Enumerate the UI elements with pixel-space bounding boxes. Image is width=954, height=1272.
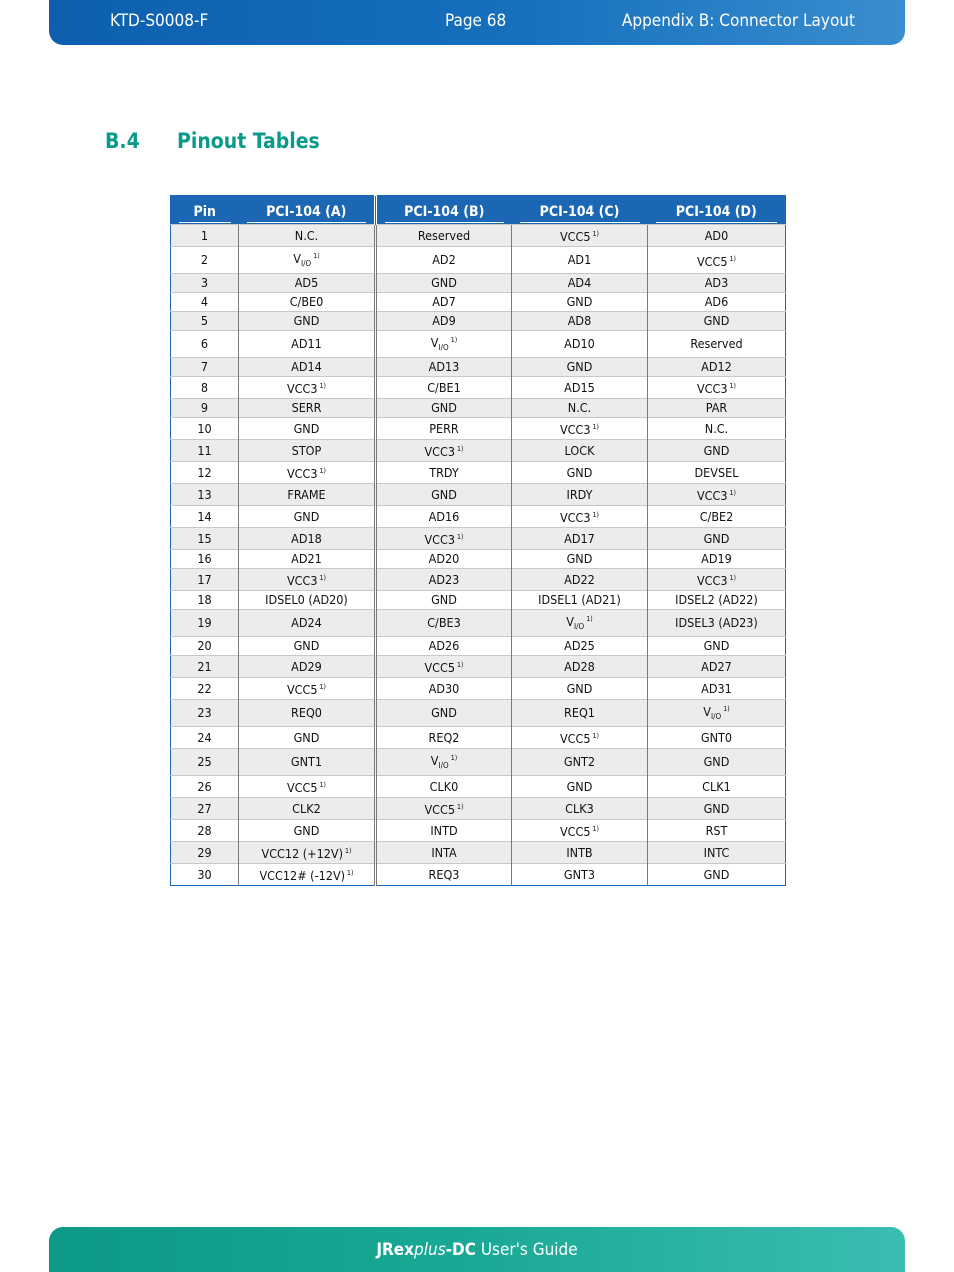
brand-suffix: -DC	[445, 1240, 476, 1260]
signal-cell: IDSEL1 (AD21)	[512, 591, 648, 610]
signal-cell: AD20	[376, 550, 512, 569]
signal-cell: GNT2	[512, 749, 648, 776]
table-row	[171, 637, 786, 656]
signal-cell: AD17	[512, 528, 648, 550]
signal-cell: IRDY	[512, 484, 648, 506]
signal-cell: INTB	[512, 842, 648, 864]
signal-cell: VCC3 $^{1)}$	[239, 569, 376, 591]
signal-cell: LOCK	[512, 440, 648, 462]
signal-cell: AD31	[648, 678, 786, 700]
page-header	[49, 0, 905, 45]
table-row	[171, 358, 786, 377]
signal-cell: Reserved	[376, 225, 512, 247]
signal-cell: IDSEL3 (AD23)	[648, 610, 786, 637]
signal-cell: VCC5 $^{1)}$	[376, 798, 512, 820]
signal-cell: GND	[512, 550, 648, 569]
table-row	[171, 225, 786, 247]
signal-cell: $V_{I/O}^{1)}$	[648, 700, 786, 727]
signal-cell: AD19	[648, 550, 786, 569]
signal-cell: TRDY	[376, 462, 512, 484]
footnote-marker: 1)	[592, 511, 600, 519]
signal-cell: VCC3 $^{1)}$	[648, 377, 786, 399]
signal-cell: STOP	[239, 440, 376, 462]
table-row	[171, 569, 786, 591]
section-title: Pinout Tables	[177, 129, 320, 153]
footnote-marker: 1)	[457, 445, 464, 453]
brand-plus: plus	[414, 1240, 446, 1260]
pin-number-cell: 12	[171, 462, 239, 484]
signal-cell: AD7	[376, 293, 512, 312]
signal-cell: AD22	[512, 569, 648, 591]
signal-cell: INTA	[376, 842, 512, 864]
column-header-b: PCI-104 (B)	[376, 196, 512, 225]
table-row	[171, 864, 786, 886]
pin-number-cell: 13	[171, 484, 239, 506]
signal-cell: $V_{I/O}^{1)}$	[512, 610, 648, 637]
signal-cell: GND	[648, 637, 786, 656]
pin-number-cell: 10	[171, 418, 239, 440]
table-row	[171, 293, 786, 312]
footnote-marker: 1)	[319, 574, 327, 582]
column-header-c: PCI-104 (C)	[512, 196, 648, 225]
signal-cell: VCC5 $^{1)}$	[512, 820, 648, 842]
signal-cell: AD15	[512, 377, 648, 399]
table-row	[171, 418, 786, 440]
signal-cell: VCC3 $^{1)}$	[512, 506, 648, 528]
signal-cell: GND	[239, 820, 376, 842]
signal-cell: $V_{I/O}^{1)}$	[376, 331, 512, 358]
table-row	[171, 462, 786, 484]
signal-cell: GND	[512, 358, 648, 377]
signal-cell: VCC3 $^{1)}$	[648, 569, 786, 591]
pinout-table-body	[171, 225, 786, 886]
signal-cell: RST	[648, 820, 786, 842]
pin-number-cell: 30	[171, 864, 239, 886]
signal-cell: VCC5 $^{1)}$	[239, 678, 376, 700]
signal-cell: REQ0	[239, 700, 376, 727]
column-header-a: PCI-104 (A)	[239, 196, 376, 225]
signal-cell: PAR	[648, 399, 786, 418]
signal-cell: GND	[376, 274, 512, 293]
footer-title	[49, 1240, 905, 1260]
signal-cell: IDSEL2 (AD22)	[648, 591, 786, 610]
signal-cell: AD11	[239, 331, 376, 358]
pin-number-cell: 23	[171, 700, 239, 727]
pin-number-cell: 24	[171, 727, 239, 749]
signal-cell: GND	[239, 312, 376, 331]
guide-label: User's Guide	[475, 1240, 578, 1260]
signal-cell: CLK3	[512, 798, 648, 820]
signal-cell: VCC5 $^{1)}$	[239, 776, 376, 798]
pin-number-cell: 6	[171, 331, 239, 358]
footnote-marker: 1)	[729, 254, 737, 263]
signal-cell: REQ1	[512, 700, 648, 727]
signal-cell: GNT3	[512, 864, 648, 886]
footnote-marker: 1)	[586, 615, 593, 623]
signal-cell: VCC3 $^{1)}$	[239, 377, 376, 399]
signal-cell: GND	[239, 506, 376, 528]
signal-cell: GND	[648, 749, 786, 776]
signal-cell: INTC	[648, 842, 786, 864]
signal-cell: GND	[648, 798, 786, 820]
table-row	[171, 776, 786, 798]
footnote-marker: 1)	[592, 423, 600, 431]
footnote-marker: 1)	[457, 803, 464, 811]
footnote-marker: 1)	[319, 683, 327, 691]
signal-cell: PERR	[376, 418, 512, 440]
pinout-table	[170, 195, 786, 886]
pin-number-cell: 18	[171, 591, 239, 610]
table-row	[171, 440, 786, 462]
signal-cell: VCC12# (-12V) $^{1)}$	[239, 864, 376, 886]
footnote-marker: 1)	[313, 252, 320, 260]
signal-cell: REQ2	[376, 727, 512, 749]
footnote-marker: 1)	[723, 705, 730, 713]
signal-cell: AD23	[376, 569, 512, 591]
section-heading	[105, 129, 320, 153]
pin-number-cell: 15	[171, 528, 239, 550]
table-row	[171, 528, 786, 550]
footnote-marker: 1)	[319, 382, 327, 390]
table-row	[171, 312, 786, 331]
table-row	[171, 656, 786, 678]
signal-cell: AD27	[648, 656, 786, 678]
pin-number-cell: 22	[171, 678, 239, 700]
footnote-marker: 1)	[592, 230, 600, 238]
table-row	[171, 550, 786, 569]
signal-cell: GND	[512, 776, 648, 798]
pin-number-cell: 5	[171, 312, 239, 331]
footnote-marker: 1)	[729, 574, 737, 582]
footnote-marker: 1)	[592, 825, 600, 833]
footnote-marker: 1)	[457, 661, 464, 669]
footnote-marker: 1)	[345, 847, 352, 855]
signal-cell: AD16	[376, 506, 512, 528]
signal-cell: GND	[239, 727, 376, 749]
signal-cell: DEVSEL	[648, 462, 786, 484]
signal-cell: VCC3 $^{1)}$	[376, 528, 512, 550]
pin-number-cell: 17	[171, 569, 239, 591]
signal-cell: AD28	[512, 656, 648, 678]
pin-number-cell: 21	[171, 656, 239, 678]
page-footer	[49, 1227, 905, 1272]
signal-cell: GND	[376, 700, 512, 727]
signal-cell: AD25	[512, 637, 648, 656]
signal-cell: Reserved	[648, 331, 786, 358]
pin-number-cell: 16	[171, 550, 239, 569]
signal-cell: CLK0	[376, 776, 512, 798]
pin-number-cell: 9	[171, 399, 239, 418]
signal-cell: GND	[512, 678, 648, 700]
signal-cell: GND	[376, 484, 512, 506]
chapter-title: Appendix B: Connector Layout	[621, 11, 855, 31]
footnote-marker: 1)	[729, 382, 737, 390]
pin-number-cell: 1	[171, 225, 239, 247]
signal-cell: VCC5 $^{1)}$	[512, 727, 648, 749]
signal-cell: CLK1	[648, 776, 786, 798]
signal-cell: AD14	[239, 358, 376, 377]
table-row	[171, 247, 786, 274]
pin-number-cell: 3	[171, 274, 239, 293]
signal-cell: C/BE3	[376, 610, 512, 637]
signal-cell: AD2	[376, 247, 512, 274]
footnote-marker: 1)	[319, 467, 327, 475]
table-row	[171, 678, 786, 700]
signal-cell: FRAME	[239, 484, 376, 506]
table-row	[171, 274, 786, 293]
table-row	[171, 610, 786, 637]
signal-cell: $V_{I/O}^{1)}$	[376, 749, 512, 776]
signal-cell: GND	[648, 440, 786, 462]
signal-cell: GND	[512, 293, 648, 312]
footnote-marker: 1)	[592, 732, 600, 740]
signal-cell: AD29	[239, 656, 376, 678]
footnote-marker: 1)	[450, 754, 458, 762]
footnote-marker: 1)	[319, 781, 327, 789]
footnote-marker: 1)	[450, 336, 458, 344]
column-header-pin: Pin	[171, 196, 239, 225]
pin-number-cell: 4	[171, 293, 239, 312]
signal-cell: IDSEL0 (AD20)	[239, 591, 376, 610]
signal-cell: GND	[648, 528, 786, 550]
signal-cell: AD26	[376, 637, 512, 656]
signal-cell: VCC3 $^{1)}$	[239, 462, 376, 484]
pin-number-cell: 19	[171, 610, 239, 637]
signal-cell: AD5	[239, 274, 376, 293]
table-row	[171, 399, 786, 418]
signal-cell: AD24	[239, 610, 376, 637]
pinout-table-header	[171, 196, 786, 225]
signal-cell: GND	[239, 418, 376, 440]
signal-cell: AD9	[376, 312, 512, 331]
signal-cell: GND	[239, 637, 376, 656]
signal-cell: GND	[648, 864, 786, 886]
signal-cell: AD0	[648, 225, 786, 247]
signal-cell: REQ3	[376, 864, 512, 886]
signal-cell: AD12	[648, 358, 786, 377]
signal-cell: VCC3 $^{1)}$	[376, 440, 512, 462]
table-row	[171, 484, 786, 506]
signal-cell: $V_{I/O}^{1)}$	[239, 247, 376, 274]
signal-cell: VCC5 $^{1)}$	[512, 225, 648, 247]
table-row	[171, 591, 786, 610]
signal-cell: GNT0	[648, 727, 786, 749]
signal-cell: N.C.	[512, 399, 648, 418]
pin-number-cell: 7	[171, 358, 239, 377]
footnote-marker: 1)	[457, 533, 464, 541]
signal-cell: AD10	[512, 331, 648, 358]
signal-cell: AD4	[512, 274, 648, 293]
table-row	[171, 506, 786, 528]
column-header-d: PCI-104 (D)	[648, 196, 786, 225]
pin-number-cell: 11	[171, 440, 239, 462]
signal-cell: VCC12 (+12V) $^{1)}$	[239, 842, 376, 864]
signal-cell: VCC5 $^{1)}$	[648, 247, 786, 274]
pin-number-cell: 29	[171, 842, 239, 864]
pin-number-cell: 20	[171, 637, 239, 656]
table-row	[171, 331, 786, 358]
footnote-marker: 1)	[347, 869, 354, 877]
signal-cell: SERR	[239, 399, 376, 418]
brand-name: JRex	[376, 1240, 415, 1260]
document-id: KTD-S0008-F	[110, 11, 209, 31]
signal-cell: VCC3 $^{1)}$	[648, 484, 786, 506]
table-row	[171, 727, 786, 749]
table-row	[171, 820, 786, 842]
pin-number-cell: 14	[171, 506, 239, 528]
pin-number-cell: 8	[171, 377, 239, 399]
signal-cell: AD30	[376, 678, 512, 700]
signal-cell: C/BE0	[239, 293, 376, 312]
signal-cell: GND	[512, 462, 648, 484]
table-row	[171, 377, 786, 399]
signal-cell: C/BE2	[648, 506, 786, 528]
signal-cell: AD13	[376, 358, 512, 377]
pin-number-cell: 27	[171, 798, 239, 820]
signal-cell: INTD	[376, 820, 512, 842]
signal-cell: N.C.	[648, 418, 786, 440]
table-row	[171, 700, 786, 727]
signal-cell: VCC5 $^{1)}$	[376, 656, 512, 678]
signal-cell: GND	[648, 312, 786, 331]
pin-number-cell: 26	[171, 776, 239, 798]
signal-cell: GND	[376, 399, 512, 418]
pin-number-cell: 2	[171, 247, 239, 274]
signal-cell: AD8	[512, 312, 648, 331]
table-row	[171, 798, 786, 820]
pin-number-cell: 28	[171, 820, 239, 842]
signal-cell: C/BE1	[376, 377, 512, 399]
table-row	[171, 749, 786, 776]
footnote-marker: 1)	[729, 489, 737, 497]
signal-cell: VCC3 $^{1)}$	[512, 418, 648, 440]
signal-cell: GNT1	[239, 749, 376, 776]
signal-cell: GND	[376, 591, 512, 610]
pin-number-cell: 25	[171, 749, 239, 776]
signal-cell: AD3	[648, 274, 786, 293]
signal-cell: AD6	[648, 293, 786, 312]
page-number: Page 68	[445, 11, 507, 31]
signal-cell: CLK2	[239, 798, 376, 820]
signal-cell: AD18	[239, 528, 376, 550]
signal-cell: AD21	[239, 550, 376, 569]
signal-cell: AD1	[512, 247, 648, 274]
table-row	[171, 842, 786, 864]
section-number: B.4	[105, 129, 140, 153]
signal-cell: N.C.	[239, 225, 376, 247]
